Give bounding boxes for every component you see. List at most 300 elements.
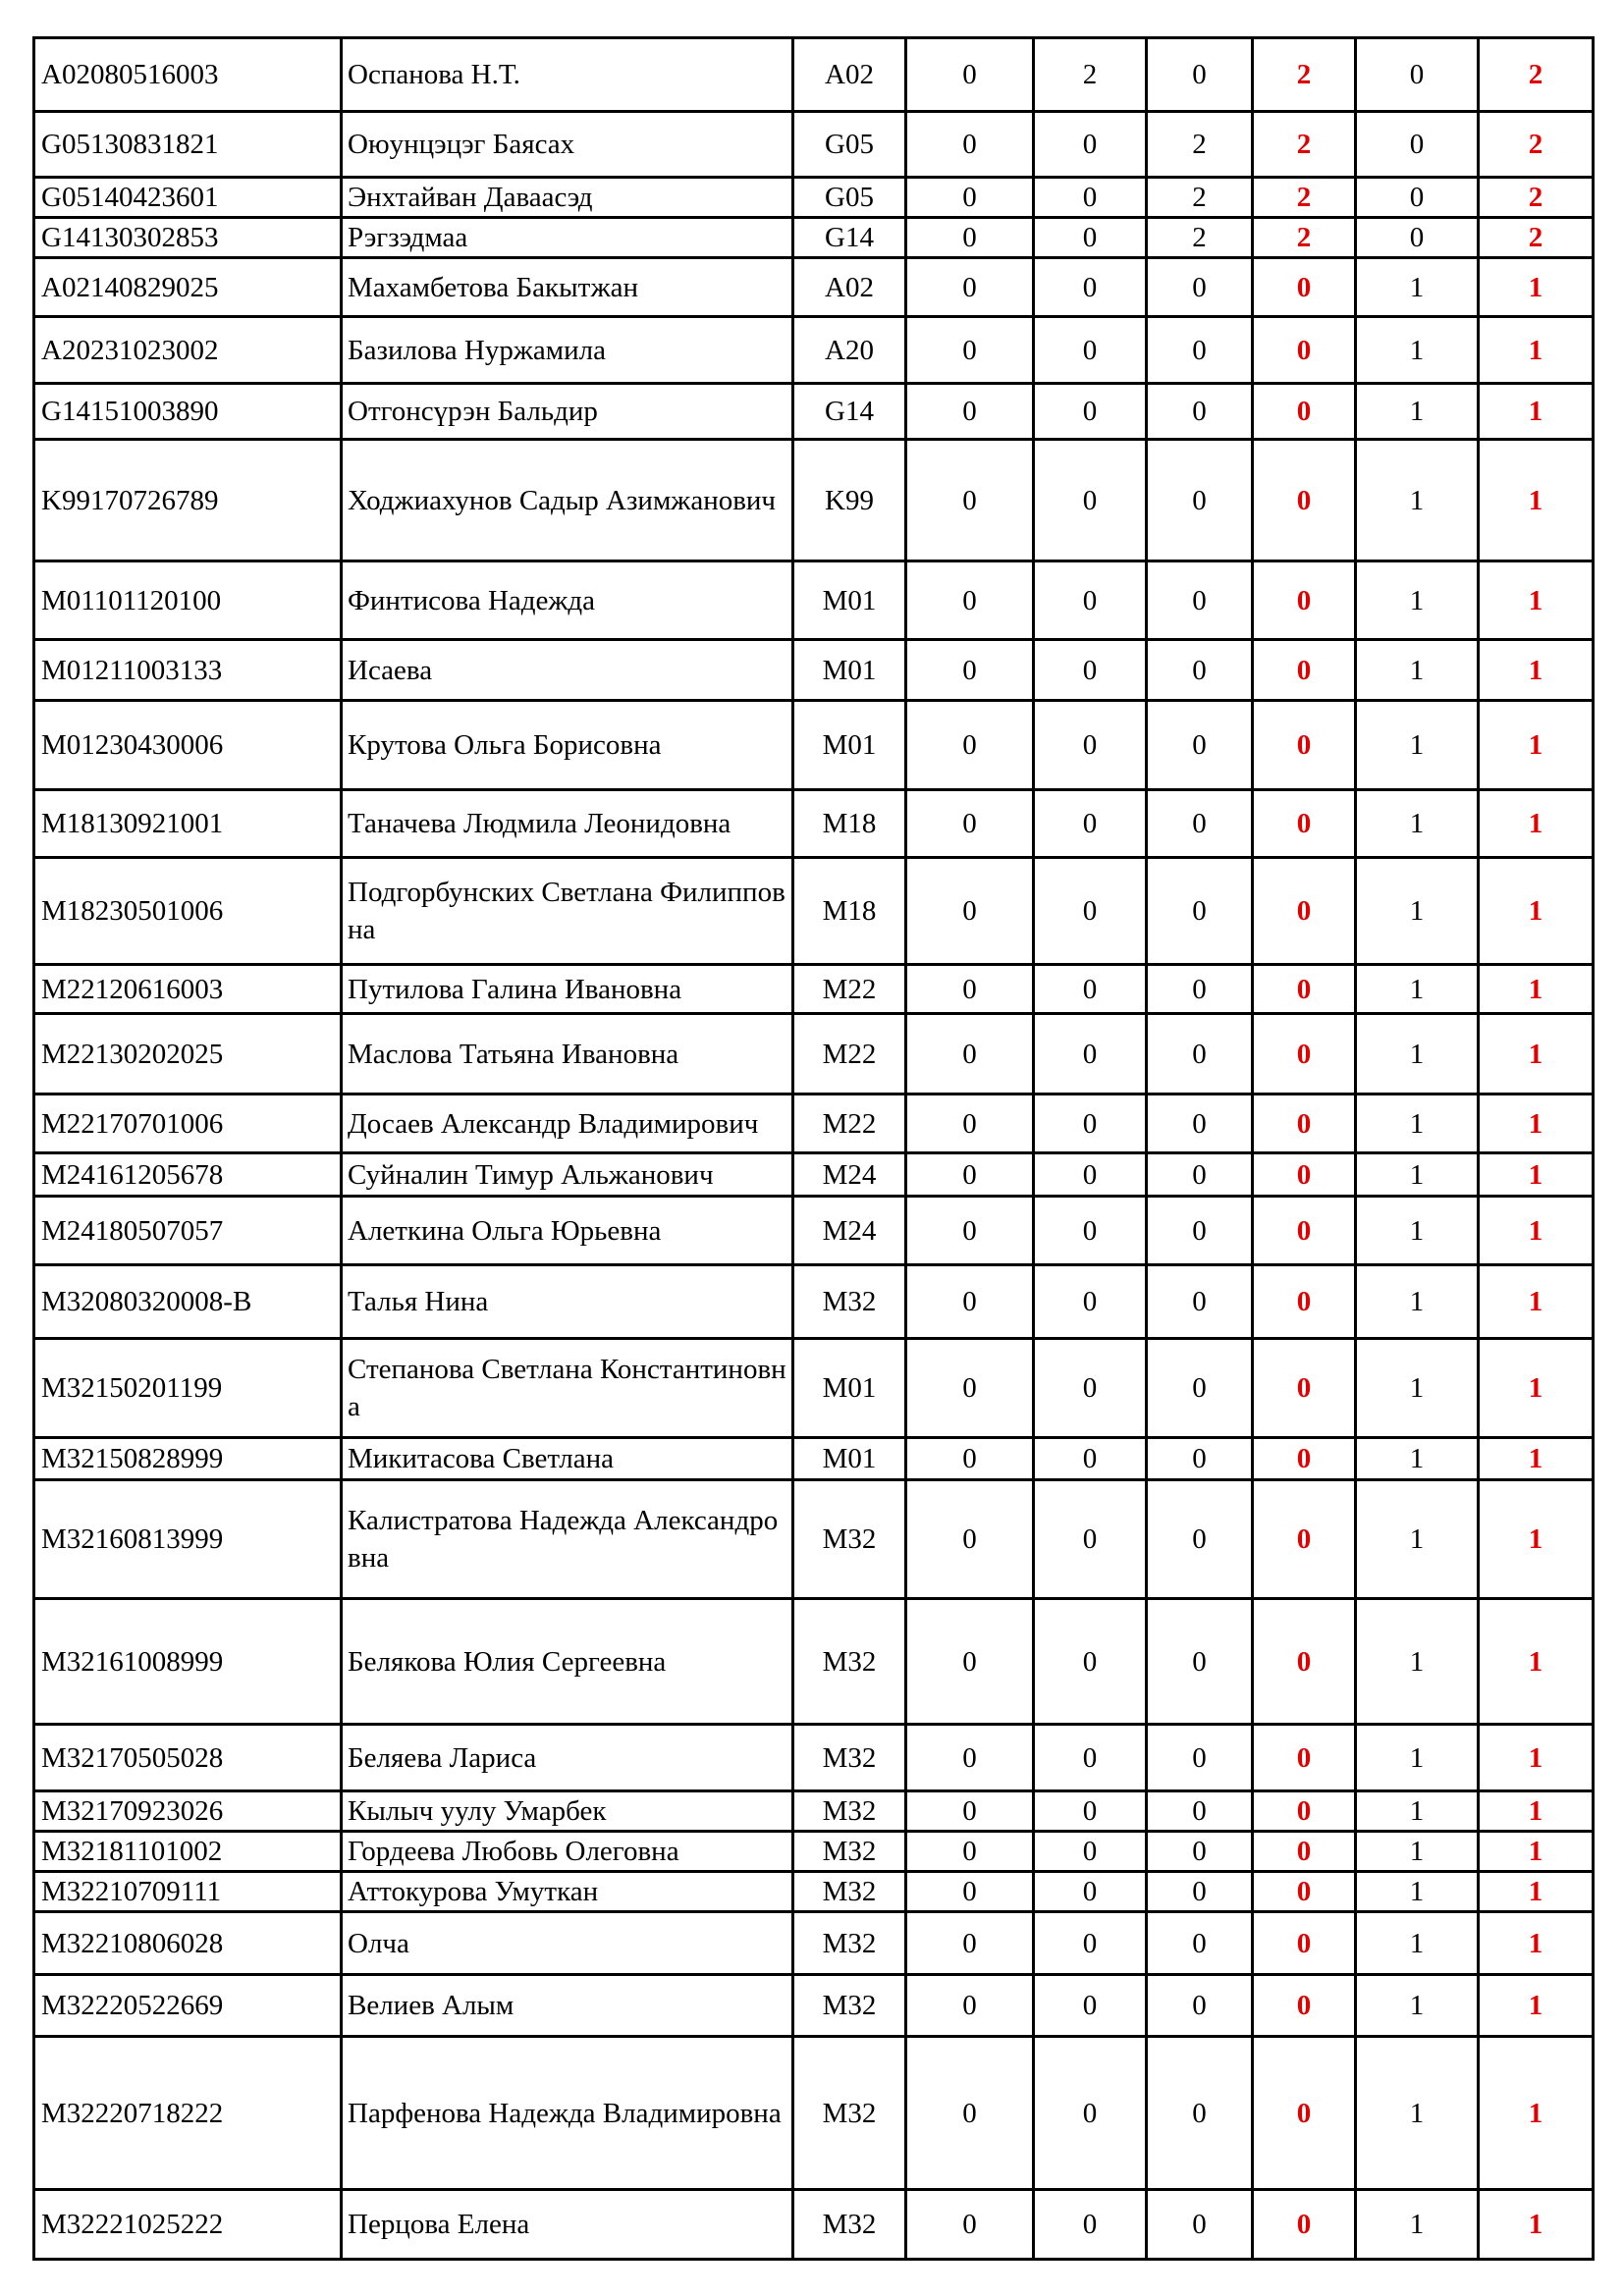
cell-total: 1 <box>1479 858 1594 965</box>
cell-name: Рэгзэдмаа <box>342 218 793 258</box>
table-row <box>34 640 1594 701</box>
cell-code: M24180507057 <box>34 1197 342 1265</box>
cell-value: 0 <box>906 1791 1034 1832</box>
cell-total: 1 <box>1479 965 1594 1014</box>
table-row <box>34 1832 1594 1872</box>
table-row <box>34 112 1594 178</box>
table-row <box>34 1975 1594 2037</box>
cell-value: 0 <box>1147 440 1253 561</box>
cell-name: Суйналин Тимур Альжанович <box>342 1153 793 1197</box>
cell-value: 1 <box>1356 965 1479 1014</box>
cell-value: 0 <box>906 178 1034 218</box>
cell-value: 1 <box>1356 1095 1479 1153</box>
cell-value: 1 <box>1356 1153 1479 1197</box>
cell-value: 0 <box>906 1265 1034 1339</box>
cell-value: 0 <box>1147 1791 1253 1832</box>
cell-group: M01 <box>793 1438 906 1480</box>
table-row <box>34 1197 1594 1265</box>
cell-value: 0 <box>1147 1014 1253 1095</box>
cell-code: M22130202025 <box>34 1014 342 1095</box>
cell-subtotal: 0 <box>1253 317 1356 384</box>
cell-group: M24 <box>793 1153 906 1197</box>
cell-value: 0 <box>1147 790 1253 858</box>
cell-value: 1 <box>1356 1832 1479 1872</box>
cell-value: 0 <box>1147 561 1253 640</box>
cell-subtotal: 0 <box>1253 2037 1356 2190</box>
cell-code: G05130831821 <box>34 112 342 178</box>
cell-subtotal: 0 <box>1253 1265 1356 1339</box>
cell-code: M22120616003 <box>34 965 342 1014</box>
cell-code: M32210709111 <box>34 1872 342 1912</box>
cell-value: 0 <box>1147 1095 1253 1153</box>
cell-code: G05140423601 <box>34 178 342 218</box>
cell-value: 0 <box>1034 858 1147 965</box>
cell-code: M18130921001 <box>34 790 342 858</box>
cell-code: K99170726789 <box>34 440 342 561</box>
cell-value: 0 <box>1147 1912 1253 1975</box>
cell-total: 1 <box>1479 1725 1594 1791</box>
cell-group: K99 <box>793 440 906 561</box>
cell-group: M22 <box>793 965 906 1014</box>
cell-value: 0 <box>1147 1975 1253 2037</box>
cell-subtotal: 2 <box>1253 218 1356 258</box>
cell-value: 0 <box>1034 440 1147 561</box>
cell-value: 0 <box>906 1912 1034 1975</box>
cell-total: 1 <box>1479 1975 1594 2037</box>
cell-name: Оюунцэцэг Баясах <box>342 112 793 178</box>
cell-value: 1 <box>1356 1872 1479 1912</box>
cell-group: M32 <box>793 1791 906 1832</box>
cell-group: M32 <box>793 1480 906 1599</box>
cell-value: 0 <box>906 1438 1034 1480</box>
cell-value: 0 <box>1147 38 1253 112</box>
cell-total: 1 <box>1479 1832 1594 1872</box>
table-row <box>34 1153 1594 1197</box>
table-row <box>34 1438 1594 1480</box>
cell-value: 0 <box>1147 1197 1253 1265</box>
cell-value: 0 <box>1034 112 1147 178</box>
cell-total: 2 <box>1479 38 1594 112</box>
cell-value: 2 <box>1034 38 1147 112</box>
cell-group: M32 <box>793 2190 906 2260</box>
cell-name: Оспанова Н.Т. <box>342 38 793 112</box>
cell-total: 1 <box>1479 1438 1594 1480</box>
cell-total: 1 <box>1479 1791 1594 1832</box>
cell-value: 0 <box>1034 1014 1147 1095</box>
cell-code: M32150828999 <box>34 1438 342 1480</box>
cell-subtotal: 0 <box>1253 1095 1356 1153</box>
cell-code: M32181101002 <box>34 1832 342 1872</box>
cell-value: 1 <box>1356 1438 1479 1480</box>
cell-value: 0 <box>1034 1153 1147 1197</box>
cell-name: Подгорбунских Светлана Филипповна <box>342 858 793 965</box>
cell-group: M32 <box>793 1832 906 1872</box>
cell-value: 0 <box>906 317 1034 384</box>
cell-name: Микитасова Светлана <box>342 1438 793 1480</box>
cell-value: 0 <box>1147 384 1253 440</box>
cell-name: Аттокурова Умуткан <box>342 1872 793 1912</box>
cell-value: 0 <box>1034 1975 1147 2037</box>
cell-value: 1 <box>1356 258 1479 317</box>
cell-value: 0 <box>906 1872 1034 1912</box>
cell-subtotal: 0 <box>1253 858 1356 965</box>
table-row <box>34 1912 1594 1975</box>
cell-name: Маслова Татьяна Ивановна <box>342 1014 793 1095</box>
cell-value: 0 <box>1147 1832 1253 1872</box>
cell-value: 1 <box>1356 2190 1479 2260</box>
cell-value: 0 <box>906 1599 1034 1725</box>
cell-value: 1 <box>1356 2037 1479 2190</box>
cell-code: M32220522669 <box>34 1975 342 2037</box>
cell-value: 0 <box>1147 2190 1253 2260</box>
cell-value: 1 <box>1356 561 1479 640</box>
cell-total: 1 <box>1479 1153 1594 1197</box>
cell-value: 0 <box>1034 1265 1147 1339</box>
cell-group: M32 <box>793 1872 906 1912</box>
cell-value: 0 <box>1034 561 1147 640</box>
cell-total: 1 <box>1479 317 1594 384</box>
cell-subtotal: 0 <box>1253 1197 1356 1265</box>
cell-value: 1 <box>1356 701 1479 790</box>
cell-group: M32 <box>793 1912 906 1975</box>
cell-value: 0 <box>1034 1791 1147 1832</box>
cell-subtotal: 0 <box>1253 1480 1356 1599</box>
cell-value: 1 <box>1356 384 1479 440</box>
cell-code: M32150201199 <box>34 1339 342 1438</box>
table-row <box>34 38 1594 112</box>
cell-code: A20231023002 <box>34 317 342 384</box>
table-body <box>34 38 1594 2260</box>
cell-total: 1 <box>1479 2190 1594 2260</box>
cell-value: 0 <box>1034 258 1147 317</box>
cell-value: 0 <box>906 1725 1034 1791</box>
cell-value: 1 <box>1356 1975 1479 2037</box>
cell-name: Ходжиахунов Садыр Азимжанович <box>342 440 793 561</box>
cell-name: Парфенова Надежда Владимировна <box>342 2037 793 2190</box>
cell-group: M22 <box>793 1014 906 1095</box>
cell-value: 1 <box>1356 1480 1479 1599</box>
cell-subtotal: 0 <box>1253 1872 1356 1912</box>
table-row <box>34 1014 1594 1095</box>
table-row <box>34 218 1594 258</box>
cell-group: G14 <box>793 384 906 440</box>
cell-name: Алеткина Ольга Юрьевна <box>342 1197 793 1265</box>
cell-code: A02140829025 <box>34 258 342 317</box>
cell-code: M32220718222 <box>34 2037 342 2190</box>
table-row <box>34 1872 1594 1912</box>
cell-name: Велиев Алым <box>342 1975 793 2037</box>
cell-total: 1 <box>1479 258 1594 317</box>
cell-name: Степанова Светлана Константиновна <box>342 1339 793 1438</box>
results-table <box>32 36 1595 2261</box>
cell-code: G14130302853 <box>34 218 342 258</box>
cell-subtotal: 0 <box>1253 1725 1356 1791</box>
cell-value: 0 <box>906 1832 1034 1872</box>
cell-value: 0 <box>1034 1832 1147 1872</box>
cell-value: 0 <box>906 2190 1034 2260</box>
cell-value: 1 <box>1356 790 1479 858</box>
cell-value: 2 <box>1147 178 1253 218</box>
cell-group: M22 <box>793 1095 906 1153</box>
cell-value: 0 <box>1147 258 1253 317</box>
cell-total: 1 <box>1479 1197 1594 1265</box>
cell-value: 0 <box>1356 38 1479 112</box>
table-row <box>34 1095 1594 1153</box>
cell-subtotal: 0 <box>1253 2190 1356 2260</box>
cell-name: Таначева Людмила Леонидовна <box>342 790 793 858</box>
cell-subtotal: 2 <box>1253 178 1356 218</box>
cell-name: Перцова Елена <box>342 2190 793 2260</box>
cell-subtotal: 0 <box>1253 790 1356 858</box>
cell-total: 1 <box>1479 1912 1594 1975</box>
table-row <box>34 1599 1594 1725</box>
cell-value: 0 <box>1034 1339 1147 1438</box>
cell-value: 1 <box>1356 1912 1479 1975</box>
cell-value: 1 <box>1356 317 1479 384</box>
cell-group: A02 <box>793 258 906 317</box>
cell-subtotal: 0 <box>1253 1912 1356 1975</box>
cell-group: M32 <box>793 1725 906 1791</box>
cell-total: 1 <box>1479 790 1594 858</box>
cell-value: 2 <box>1147 218 1253 258</box>
cell-value: 0 <box>906 218 1034 258</box>
cell-name: Махамбетова Бакытжан <box>342 258 793 317</box>
cell-name: Белякова Юлия Сергеевна <box>342 1599 793 1725</box>
cell-value: 0 <box>1034 1725 1147 1791</box>
cell-total: 1 <box>1479 1599 1594 1725</box>
cell-subtotal: 2 <box>1253 38 1356 112</box>
cell-value: 0 <box>1147 640 1253 701</box>
cell-value: 1 <box>1356 1197 1479 1265</box>
cell-value: 0 <box>1147 701 1253 790</box>
cell-group: M01 <box>793 701 906 790</box>
cell-code: M01211003133 <box>34 640 342 701</box>
table-row <box>34 440 1594 561</box>
table-row <box>34 701 1594 790</box>
cell-total: 1 <box>1479 640 1594 701</box>
cell-value: 0 <box>1356 112 1479 178</box>
cell-group: A02 <box>793 38 906 112</box>
table-row <box>34 790 1594 858</box>
cell-value: 0 <box>906 384 1034 440</box>
cell-value: 0 <box>1034 1912 1147 1975</box>
cell-group: M01 <box>793 561 906 640</box>
cell-subtotal: 0 <box>1253 1014 1356 1095</box>
cell-group: M32 <box>793 2037 906 2190</box>
cell-total: 1 <box>1479 1014 1594 1095</box>
cell-name: Отгонсүрэн Бальдир <box>342 384 793 440</box>
cell-group: M01 <box>793 1339 906 1438</box>
cell-subtotal: 0 <box>1253 1599 1356 1725</box>
table-row <box>34 2190 1594 2260</box>
cell-total: 1 <box>1479 2037 1594 2190</box>
cell-total: 1 <box>1479 440 1594 561</box>
cell-total: 1 <box>1479 384 1594 440</box>
cell-value: 0 <box>906 965 1034 1014</box>
cell-value: 0 <box>1147 1872 1253 1912</box>
cell-value: 0 <box>1147 1438 1253 1480</box>
cell-code: M32170505028 <box>34 1725 342 1791</box>
cell-subtotal: 0 <box>1253 1339 1356 1438</box>
cell-group: G05 <box>793 178 906 218</box>
table-row <box>34 258 1594 317</box>
cell-group: M01 <box>793 640 906 701</box>
cell-code: M32160813999 <box>34 1480 342 1599</box>
cell-value: 0 <box>1147 1725 1253 1791</box>
cell-name: Энхтайван Даваасэд <box>342 178 793 218</box>
cell-name: Беляева Лариса <box>342 1725 793 1791</box>
cell-subtotal: 0 <box>1253 965 1356 1014</box>
cell-subtotal: 0 <box>1253 258 1356 317</box>
cell-value: 1 <box>1356 1599 1479 1725</box>
cell-value: 2 <box>1147 112 1253 178</box>
cell-value: 1 <box>1356 1791 1479 1832</box>
table-row <box>34 965 1594 1014</box>
cell-total: 1 <box>1479 1265 1594 1339</box>
table-row <box>34 1339 1594 1438</box>
cell-value: 0 <box>906 1339 1034 1438</box>
cell-value: 0 <box>906 640 1034 701</box>
cell-group: M18 <box>793 858 906 965</box>
cell-value: 0 <box>906 1197 1034 1265</box>
cell-subtotal: 0 <box>1253 1153 1356 1197</box>
cell-code: M32080320008-B <box>34 1265 342 1339</box>
cell-value: 1 <box>1356 1014 1479 1095</box>
table-row <box>34 561 1594 640</box>
cell-value: 0 <box>1147 965 1253 1014</box>
cell-code: M18230501006 <box>34 858 342 965</box>
cell-value: 0 <box>1034 317 1147 384</box>
cell-value: 0 <box>1356 178 1479 218</box>
cell-name: Гордеева Любовь Олеговна <box>342 1832 793 1872</box>
cell-code: M32170923026 <box>34 1791 342 1832</box>
table-row <box>34 858 1594 965</box>
cell-value: 0 <box>1147 317 1253 384</box>
cell-value: 1 <box>1356 858 1479 965</box>
cell-name: Крутова Ольга Борисовна <box>342 701 793 790</box>
cell-value: 0 <box>1356 218 1479 258</box>
cell-group: M24 <box>793 1197 906 1265</box>
cell-value: 0 <box>906 1095 1034 1153</box>
cell-subtotal: 0 <box>1253 1438 1356 1480</box>
cell-total: 1 <box>1479 1872 1594 1912</box>
cell-total: 2 <box>1479 218 1594 258</box>
cell-subtotal: 0 <box>1253 561 1356 640</box>
cell-value: 0 <box>906 1014 1034 1095</box>
cell-code: M32161008999 <box>34 1599 342 1725</box>
cell-code: M01101120100 <box>34 561 342 640</box>
cell-value: 0 <box>1147 2037 1253 2190</box>
cell-value: 0 <box>906 440 1034 561</box>
cell-subtotal: 0 <box>1253 640 1356 701</box>
cell-value: 0 <box>906 2037 1034 2190</box>
cell-value: 0 <box>906 112 1034 178</box>
cell-value: 0 <box>1034 2037 1147 2190</box>
cell-group: M18 <box>793 790 906 858</box>
cell-value: 1 <box>1356 1265 1479 1339</box>
cell-value: 1 <box>1356 440 1479 561</box>
cell-group: G05 <box>793 112 906 178</box>
cell-total: 1 <box>1479 1339 1594 1438</box>
cell-total: 1 <box>1479 1480 1594 1599</box>
cell-code: M32221025222 <box>34 2190 342 2260</box>
cell-total: 2 <box>1479 178 1594 218</box>
cell-value: 0 <box>906 258 1034 317</box>
cell-value: 0 <box>1034 1095 1147 1153</box>
cell-total: 1 <box>1479 1095 1594 1153</box>
cell-value: 0 <box>906 701 1034 790</box>
cell-value: 0 <box>1034 178 1147 218</box>
table-row <box>34 1265 1594 1339</box>
table-row <box>34 384 1594 440</box>
cell-value: 0 <box>1147 1480 1253 1599</box>
cell-value: 0 <box>906 38 1034 112</box>
cell-value: 0 <box>1147 1599 1253 1725</box>
cell-subtotal: 0 <box>1253 1791 1356 1832</box>
cell-value: 1 <box>1356 640 1479 701</box>
cell-name: Олча <box>342 1912 793 1975</box>
cell-value: 0 <box>1034 1480 1147 1599</box>
table-row <box>34 2037 1594 2190</box>
cell-value: 0 <box>906 561 1034 640</box>
cell-value: 0 <box>1034 2190 1147 2260</box>
cell-name: Досаев Александр Владимирович <box>342 1095 793 1153</box>
cell-subtotal: 2 <box>1253 112 1356 178</box>
cell-name: Финтисова Надежда <box>342 561 793 640</box>
cell-value: 0 <box>1034 1599 1147 1725</box>
cell-value: 0 <box>1034 965 1147 1014</box>
cell-value: 0 <box>1147 1265 1253 1339</box>
cell-value: 0 <box>906 1480 1034 1599</box>
cell-subtotal: 0 <box>1253 440 1356 561</box>
cell-code: A02080516003 <box>34 38 342 112</box>
table-row <box>34 317 1594 384</box>
cell-value: 0 <box>1147 1339 1253 1438</box>
cell-value: 0 <box>1034 384 1147 440</box>
cell-value: 0 <box>1034 1197 1147 1265</box>
cell-code: M32210806028 <box>34 1912 342 1975</box>
table-row <box>34 1480 1594 1599</box>
cell-group: A20 <box>793 317 906 384</box>
cell-group: M32 <box>793 1975 906 2037</box>
cell-name: Путилова Галина Ивановна <box>342 965 793 1014</box>
cell-subtotal: 0 <box>1253 701 1356 790</box>
cell-total: 1 <box>1479 701 1594 790</box>
cell-code: G14151003890 <box>34 384 342 440</box>
cell-value: 1 <box>1356 1725 1479 1791</box>
cell-total: 2 <box>1479 112 1594 178</box>
cell-name: Исаева <box>342 640 793 701</box>
cell-value: 0 <box>906 790 1034 858</box>
cell-value: 0 <box>1034 790 1147 858</box>
table-row <box>34 178 1594 218</box>
cell-code: M24161205678 <box>34 1153 342 1197</box>
cell-group: M32 <box>793 1265 906 1339</box>
cell-name: Базилова Нуржамила <box>342 317 793 384</box>
cell-code: M22170701006 <box>34 1095 342 1153</box>
cell-group: G14 <box>793 218 906 258</box>
cell-value: 0 <box>1034 701 1147 790</box>
cell-group: M32 <box>793 1599 906 1725</box>
table-row <box>34 1791 1594 1832</box>
table-row <box>34 1725 1594 1791</box>
cell-subtotal: 0 <box>1253 384 1356 440</box>
cell-subtotal: 0 <box>1253 1975 1356 2037</box>
cell-value: 0 <box>1034 1438 1147 1480</box>
cell-value: 0 <box>906 1975 1034 2037</box>
cell-name: Талья Нина <box>342 1265 793 1339</box>
cell-value: 0 <box>1034 1872 1147 1912</box>
